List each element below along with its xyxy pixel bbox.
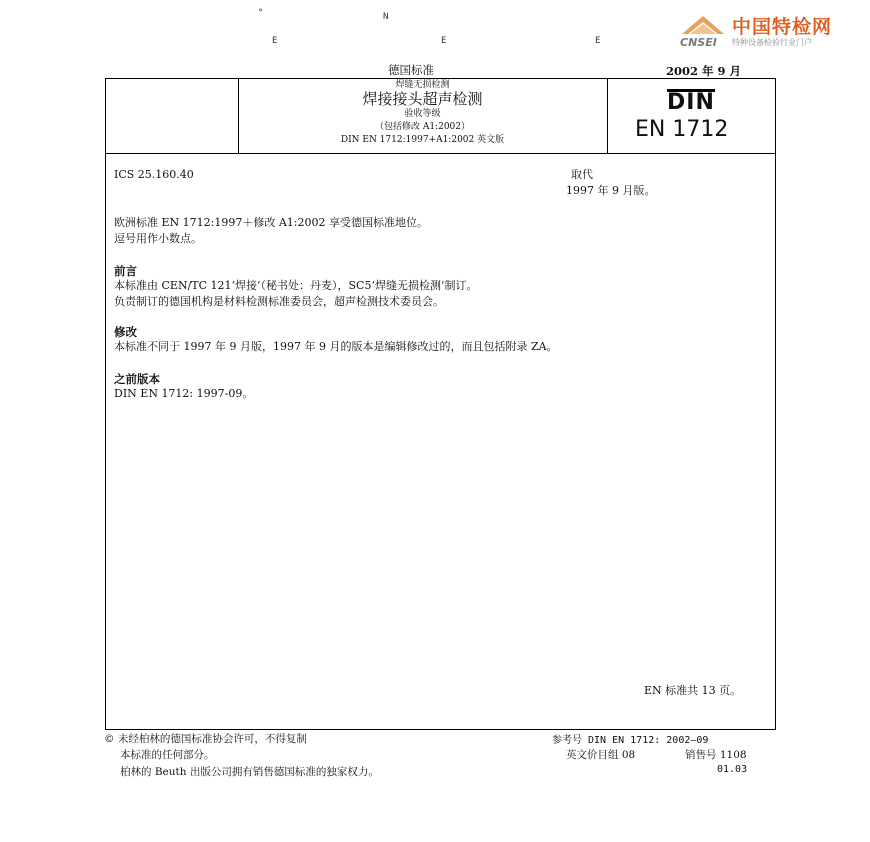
cnsei-logo[interactable] [680, 10, 860, 50]
acceptance-level: 验收等级 [404, 109, 441, 120]
top-mark-dot: ° [258, 8, 264, 18]
amendments-heading: 修改 [114, 325, 137, 339]
replaces-value: 1997 年 9 月版。 [566, 184, 656, 197]
content-frame [105, 154, 776, 730]
amendment-note: （包括修改 A1:2002） [374, 121, 471, 132]
din-mark: DIN [667, 90, 715, 115]
top-mark-e1: E [272, 36, 278, 46]
copyright-line-1: © 未经柏林的德国标准协会许可，不得复制 [104, 733, 307, 745]
header-din-cell [607, 79, 775, 153]
ics-code: ICS 25.160.40 [114, 168, 194, 181]
top-mark-e2: E [441, 36, 447, 46]
amendments-line: 本标准不同于 1997 年 9 月版，1997 年 9 月的版本是编辑修改过的，而且包括附录 ZA。 [114, 340, 558, 353]
replaces-label: 取代 [571, 168, 593, 181]
document-organization: 德国标准 [388, 63, 434, 77]
previous-editions-line: DIN EN 1712: 1997-09。 [114, 387, 254, 400]
logo-subtitle: 特种设备检验行业门户 [732, 38, 812, 47]
foreword-line-2: 负责制订的德国机构是材料检测标准委员会，超声检测技术委员会。 [114, 295, 444, 308]
header-title-cell [238, 79, 608, 153]
header-table [105, 78, 776, 154]
document-date: 2002 年 9 月 [666, 64, 742, 78]
copyright-line-2: 本标准的任何部分。 [120, 749, 215, 761]
header-empty-cell [106, 79, 239, 153]
logo-english-text: CNSEI [680, 36, 717, 49]
document-title: 焊接接头超声检测 [362, 90, 483, 109]
foreword-line-1: 本标准由 CEN/TC 121‘焊接’（秘书处：丹麦），SC5‘焊缝无损检测’制订。 [114, 279, 478, 292]
reference-number: 参考号 DIN EN 1712: 2002—09 [552, 735, 709, 746]
status-line-1: 欧洲标准 EN 1712:1997＋修改 A1:2002 享受德国标准地位。 [114, 216, 428, 229]
top-mark-n: N [383, 12, 389, 22]
standard-code-line: DIN EN 1712:1997+A1:2002 英文版 [340, 134, 505, 145]
previous-editions-heading: 之前版本 [114, 372, 160, 386]
top-mark-e3: E [595, 36, 601, 46]
foreword-heading: 前言 [114, 264, 137, 278]
en-number: EN 1712 [635, 117, 729, 142]
page-count: EN 标准共 13 页。 [644, 684, 742, 697]
sales-number: 销售号 1108 [685, 749, 747, 761]
copyright-line-3: 柏林的 Beuth 出版公司拥有销售德国标准的独家权力。 [120, 766, 379, 778]
status-line-2: 逗号用作小数点。 [114, 232, 202, 245]
edition-code: 01.03 [717, 764, 748, 775]
logo-chinese-text: 中国特检网 [732, 16, 833, 38]
subtitle-small: 焊缝无损检测 [395, 80, 450, 90]
price-group: 英文价目组 08 [566, 749, 636, 761]
